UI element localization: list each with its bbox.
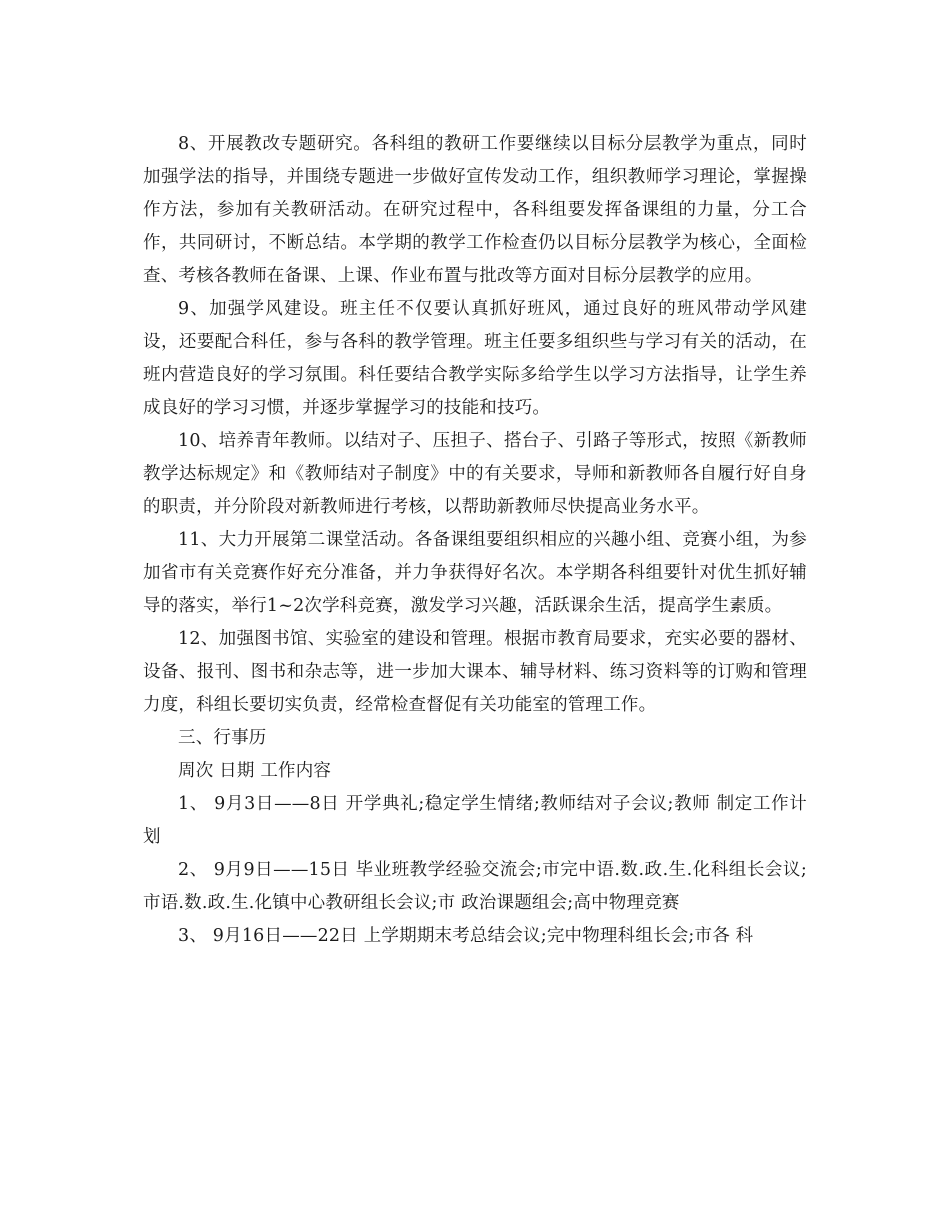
calendar-entry: 3、 9月16日——22日 上学期期末考总结会议;完中物理科组长会;市各 科 xyxy=(178,926,754,946)
section-heading-calendar: 三、行事历 xyxy=(178,728,267,748)
paragraph-young-teachers: 10、培养青年教师。以结对子、压担子、搭台子、引路子等形式，按照《新教师教学达标规定》和《教师结对子制度》中的有关要求，导师和新教师各自履行好自身的职责，并分阶段对新教师进行考核，以帮助新教师尽快提高业务水平。 xyxy=(143,431,807,517)
paragraph-study-style: 9、加强学风建设。班主任不仅要认真抓好班风，通过良好的班风带动学风建设，还要配合科任，参与各科的教学管理。班主任要多组织些与学习有关的活动，在班内营造良好的学习氛围。科任要结合教学实际多给学生以学习方法指导，让学生养成良好的学习习惯，并逐步掌握学习的技能和技巧。 xyxy=(143,299,807,418)
calendar-header: 周次 日期 工作内容 xyxy=(178,761,332,781)
paragraph-teaching-research: 8、开展教改专题研究。各科组的教研工作要继续以目标分层教学为重点，同时加强学法的指导，并围绕专题进一步做好宣传发动工作，组织教师学习理论，掌握操作方法，参加有关教研活动。在研究过程中，各科组要发挥备课组的力量，分工合作，共同研讨，不断总结。本学期的教学工作检查仍以目标分层教学为核心，全面检查、考核各教师在备课、上课、作业布置与批改等方面对目标分层教学的应用。 xyxy=(143,134,807,286)
document-body xyxy=(143,128,807,953)
paragraph-second-classroom: 11、大力开展第二课堂活动。各备课组要组织相应的兴趣小组、竞赛小组，为参加省市有关竞赛作好充分准备，并力争获得好名次。本学期各科组要针对优生抓好辅导的落实，举行1~2次学科竞赛，激发学习兴趣，活跃课余生活，提高学生素质。 xyxy=(143,530,807,616)
paragraph-library-lab: 12、加强图书馆、实验室的建设和管理。根据市教育局要求，充实必要的器材、设备、报刊、图书和杂志等，进一步加大课本、辅导材料、练习资料等的订购和管理力度，科组长要切实负责，经常检查督促有关功能室的管理工作。 xyxy=(143,629,807,715)
calendar-entry: 1、 9月3日——8日 开学典礼;稳定学生情绪;教师结对子会议;教师 制定工作计划 xyxy=(143,794,807,847)
calendar-entry: 2、 9月9日——15日 毕业班教学经验交流会;市完中语.数.政.生.化科组长会议;市语.数.政.生.化镇中心教研组长会议;市 政治课题组会;高中物理竞赛 xyxy=(143,860,807,913)
